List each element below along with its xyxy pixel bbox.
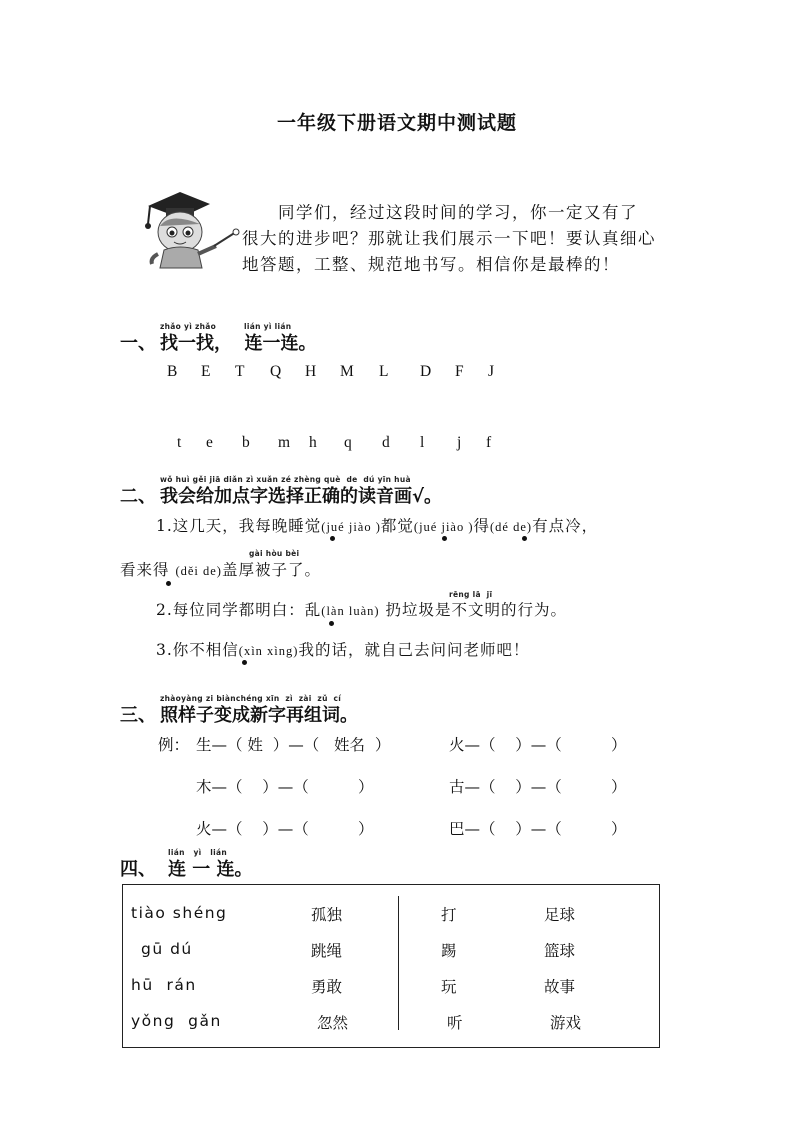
q1-text: 1.这几天，我每晚睡觉 [156,517,322,535]
intro-line: 很大的进步吧？那就让我们展示一下吧！要认真细心 [242,229,656,248]
section2-heading: 我会给加点字选择正确的读音画√。 [160,486,443,507]
q3-text: 3.你不相信 [156,641,239,659]
letter[interactable]: q [344,434,352,451]
q1-text: 有点冷， [532,517,599,535]
letter[interactable]: J [488,363,495,380]
section1-pinyin-a: zhǎo yì zhǎo [160,322,217,331]
letter[interactable]: B [167,363,178,380]
letter[interactable]: D [420,363,432,380]
letter[interactable]: M [340,363,354,380]
q3-choice[interactable]: (xìn xìng) [238,644,299,658]
lowercase-letters [0,434,794,454]
q2-text: 扔垃圾是不文明的行为。 [385,601,567,619]
section3-heading: 照样子变成新字再组词。 [160,705,358,726]
word-row[interactable]: 火—（ ）—（ ） [449,736,627,754]
letter[interactable]: L [379,363,389,380]
word-row[interactable]: 火—（ ）—（ ） [196,820,374,838]
pinyin-item[interactable]: gū dú [141,940,193,958]
q2-choice[interactable]: (làn luàn) [321,604,380,618]
emphasis-dot [329,621,334,626]
section4-number: 四、 [120,859,156,880]
q1-text: 盖厚被子了。 [221,561,321,579]
question-3 [156,638,529,660]
section1-number: 一、 [120,333,156,354]
pinyin-item[interactable]: hū rán [131,976,197,994]
letter[interactable]: e [206,434,213,451]
letter[interactable]: h [309,434,317,451]
emphasis-dot [166,581,171,586]
verb-item[interactable]: 踢 [441,942,457,960]
noun-item[interactable]: 游戏 [550,1014,582,1032]
section1-pinyin-b: lián yì lián [244,322,292,331]
letter[interactable]: t [177,434,182,451]
word-row[interactable]: 古—（ ）—（ ） [449,778,627,796]
letter[interactable]: F [455,363,464,380]
section3-pinyin: zhàoyàng zi biànchéng xīn zì zài zǔ cí [160,694,342,703]
mascot-illustration [140,188,240,270]
noun-item[interactable]: 故事 [544,978,576,996]
q1-choice-2[interactable]: (jué jiào ) [413,520,474,534]
noun-item[interactable]: 足球 [544,906,576,924]
emphasis-dot [442,536,447,541]
pinyin-item[interactable]: yǒng gǎn [131,1012,222,1030]
letter[interactable]: l [420,434,425,451]
word-row[interactable]: 木—（ ）—（ ） [196,778,374,796]
divider-line [398,896,399,1030]
q1-choice-3[interactable]: (dé de) [490,520,533,534]
verb-item[interactable]: 听 [447,1014,463,1032]
verb-item[interactable]: 玩 [441,978,457,996]
section1-heading: 找一找， 连一连。 [160,333,317,354]
emphasis-dot [522,536,527,541]
q2-pinyin: rēng lā jī [449,590,493,599]
noun-item[interactable]: 篮球 [544,942,576,960]
section4-heading: 连 一 连。 [168,859,253,880]
letter[interactable]: j [457,434,462,451]
letter[interactable]: f [486,434,492,451]
verb-item[interactable]: 打 [441,906,457,924]
question-1-line-2 [120,558,321,580]
q1-choice-1[interactable]: (jué jiào ) [321,520,381,534]
letter[interactable]: m [278,434,291,451]
word-item[interactable]: 跳绳 [311,942,343,960]
emphasis-dot [330,536,335,541]
intro-text [242,200,682,278]
intro-line: 同学们，经过这段时间的学习，你一定又有了 [242,203,638,222]
section2-number: 二、 [120,486,156,507]
letter[interactable]: d [382,434,390,451]
question-1-line-1 [156,514,598,536]
q1-text: 都觉 [380,517,414,535]
letter[interactable]: T [235,363,245,380]
question-2 [156,598,567,620]
emphasis-dot [242,660,247,665]
q1-text: 看来得 [120,561,170,579]
section3-number: 三、 [120,705,156,726]
word-item[interactable]: 孤独 [311,906,343,924]
q1-text: 得 [473,517,491,535]
word-row[interactable]: 巴—（ ）—（ ） [449,820,627,838]
letter[interactable]: Q [270,363,282,380]
letter[interactable]: E [201,363,211,380]
page-title: 一年级下册语文期中测试题 [276,112,517,134]
q3-text: 我的话，就自己去问问老师吧！ [298,641,530,659]
letter[interactable]: b [242,434,250,451]
q2-text: 2.每位同学都明白：乱 [156,601,322,619]
section4-pinyin: lián yì lián [168,848,228,857]
q1-pinyin: gài hòu bèi [249,549,300,558]
intro-line: 地答题，工整、规范地书写。相信你是最棒的！ [242,255,620,274]
word-item[interactable]: 忽然 [317,1014,349,1032]
section2-pinyin: wǒ huì gěi jiā diǎn zì xuǎn zé zhèng què de dú yīn huà [160,475,411,484]
q1-choice-4[interactable]: (děi de) [175,564,222,578]
uppercase-letters [0,363,794,383]
example-label: 例： [158,736,190,754]
word-item[interactable]: 勇敢 [311,978,343,996]
letter[interactable]: H [305,363,317,380]
pinyin-item[interactable]: tiào shéng [131,904,228,922]
word-row[interactable]: 生—（ 姓 ）—（ 姓名 ） [196,736,391,754]
